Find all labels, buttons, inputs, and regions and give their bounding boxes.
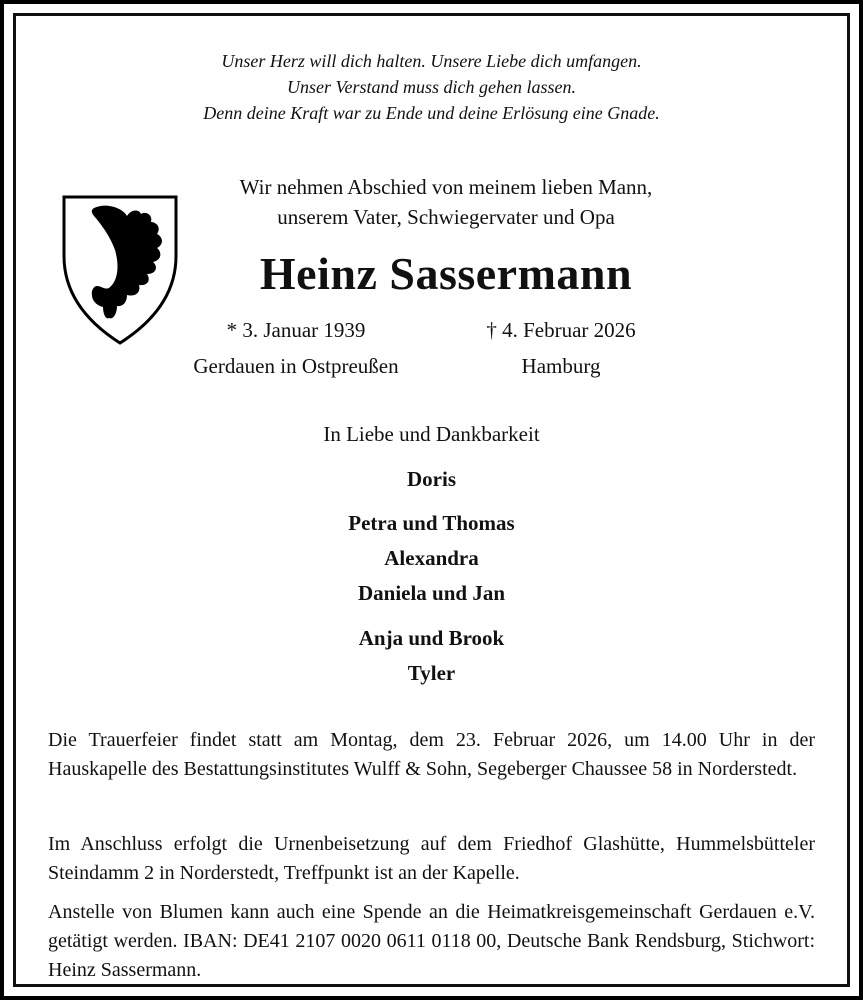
- mourner-group: [16, 462, 847, 497]
- donation-notice: Anstelle von Blumen kann auch eine Spende an die Heimatkreisgemeinschaft Gerdauen e.V. getätigt werden. IBAN: DE41 2107 0020 0611 0118 00, Deutsche Bank Rendsburg, Stichwort: Heinz Sassermann.: [48, 901, 815, 981]
- mourner-name: Anja und Brook: [358, 626, 505, 650]
- deceased-name: Heinz Sassermann: [259, 248, 633, 299]
- mourner-group: [16, 621, 847, 691]
- mourner-name: Petra und Thomas: [348, 511, 515, 535]
- poem-line: Unser Verstand muss dich gehen lassen.: [287, 77, 576, 97]
- mourner-name: Doris: [407, 467, 456, 491]
- poem-line: Unser Herz will dich halten. Unsere Liebe dich umfangen.: [221, 51, 642, 71]
- urn-burial-notice: Im Anschluss erfolgt die Urnenbeisetzung auf dem Friedhof Glashütte, Hummelsbütteler Steindamm 2 in Norderstedt, Treffpunkt ist an der Kapelle.: [48, 833, 815, 884]
- birth-date: * 3. Januar 1939: [226, 318, 366, 342]
- farewell-intro: [166, 172, 726, 232]
- mourners-intro: In Liebe und Dankbarkeit: [323, 422, 540, 446]
- death-info: [411, 312, 711, 384]
- death-date: † 4. Februar 2026: [486, 318, 636, 342]
- birth-place: Gerdauen in Ostpreußen: [193, 354, 399, 378]
- obituary-notice: [13, 13, 850, 987]
- mourner-name: Daniela und Jan: [357, 581, 506, 605]
- intro-line: Wir nehmen Abschied von meinem lieben Mann,: [239, 175, 653, 199]
- mourner-name: Alexandra: [384, 546, 479, 570]
- poem-line: Denn deine Kraft war zu Ende und deine Erlösung eine Gnade.: [203, 103, 660, 123]
- death-place: Hamburg: [521, 354, 601, 378]
- mourner-group: [16, 506, 847, 611]
- birth-info: [146, 312, 446, 384]
- poem: [16, 48, 847, 126]
- funeral-service-notice: Die Trauerfeier findet statt am Montag, dem 23. Februar 2026, um 14.00 Uhr in der Hauskapelle des Bestattungsinstitutes Wulff & Sohn, Segeberger Chaussee 58 in Norderstedt.: [48, 729, 815, 780]
- intro-line: unserem Vater, Schwiegervater und Opa: [277, 205, 615, 229]
- mourner-name: Tyler: [407, 661, 456, 685]
